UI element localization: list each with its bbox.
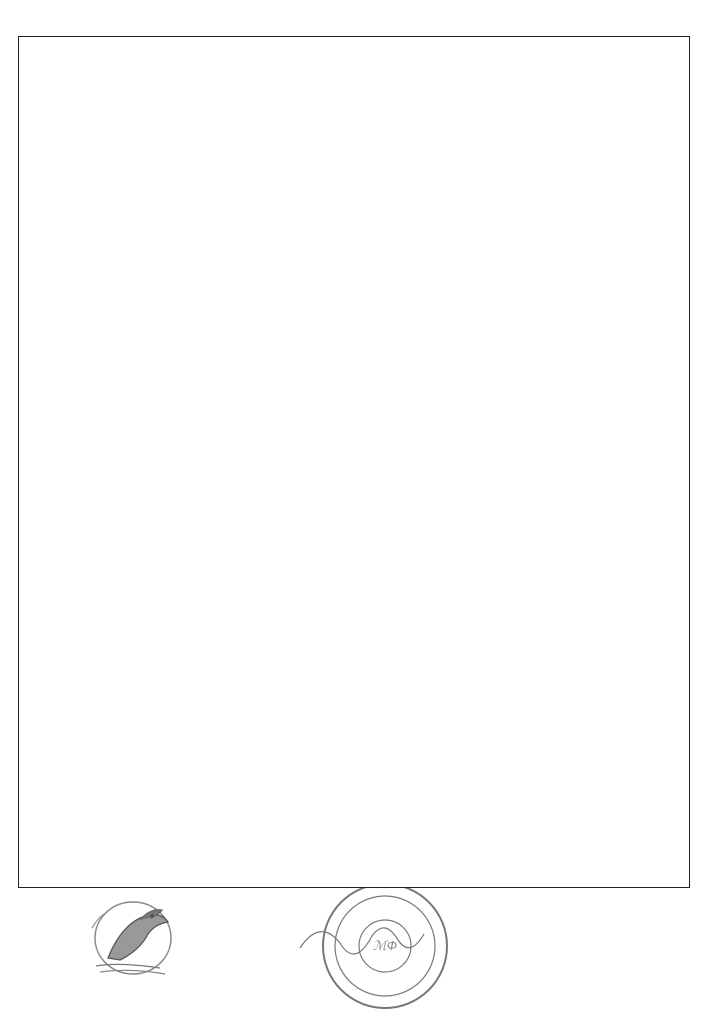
signature-scribble (300, 928, 424, 954)
price-sheet (18, 36, 690, 888)
footer (0, 888, 724, 1024)
svg-text:ℳФ: ℳФ (372, 938, 398, 953)
footer-graphics (0, 888, 724, 1024)
bird-logo (92, 902, 171, 974)
company-stamp (323, 888, 447, 1008)
